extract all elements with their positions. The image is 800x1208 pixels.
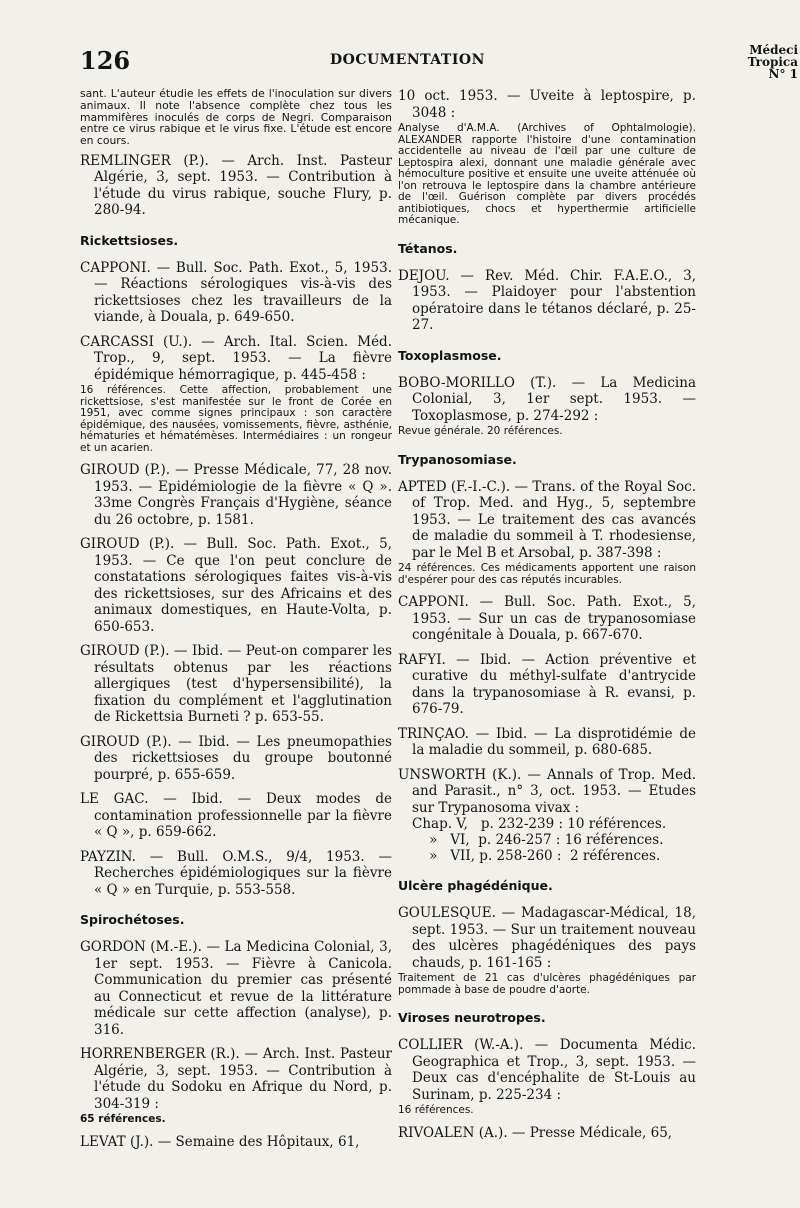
entry-text: PAYZIN. — Bull. O.M.S., 9/4, 1953. — Recherches épidémiologiques sur la fièvre « Q » en Turquie, p. 553-558. <box>80 848 392 898</box>
entry-text: CAPPONI. — Bull. Soc. Path. Exot., 5, 1953. — Réactions sérologiques vis-à-vis des rickettsioses chez les travailleurs de la viande, à Douala, p. 649-650. <box>80 259 392 326</box>
journal-tag-line: Médeci <box>749 43 798 57</box>
entry-text: GOULESQUE. — Madagascar-Médical, 18, sept. 1953. — Sur un traitement nouveau des ulcères phagédéniques des pays chauds, p. 161-165 : <box>398 905 696 971</box>
entry-note: 16 références. <box>398 1104 474 1116</box>
entry-text: REMLINGER (P.). — Arch. Inst. Pasteur Algérie, 3, sept. 1953. — Contribution à l'étude du virus rabique, souche Flury, p. 280-94. <box>80 152 392 219</box>
section-heading: Tétanos. <box>398 240 458 256</box>
bibliography-entry <box>398 1125 696 1142</box>
entry-note: Traitement de 21 cas d'ulcères phagédéniques par pommade à base de poudre d'aorte. <box>398 972 696 996</box>
entry-note: Analyse d'A.M.A. (Archives of Ophtalmologie). ALEXANDER rapporte l'histoire d'une contamination accidentelle au niveau de l'œil par une culture de Leptospira alexi, donnant une maladie générale avec hémoculture positive et ensuite une uveite atténuée où l'on retrouva le leptospire dans la chambre antérieure de l'œil. Guérison complète par divers procédés antibiotiques, chocs et hyperthermie artificielle mécanique. <box>398 122 696 226</box>
entry-text: RAFYI. — Ibid. — Action préventive et curative du méthyl-sulfate d'antrycide dans la trypanosomiase à R. evansi, p. 676-79. <box>398 651 696 717</box>
section-heading: Trypanosomiase. <box>398 451 517 467</box>
entry-text: 10 oct. 1953. — Uveite à leptospire, p. 3048 : <box>398 88 696 121</box>
bibliography-entry <box>80 939 392 1038</box>
entry-note: 16 références. Cette affection, probablement une rickettsiose, s'est manifestée sur le front de Corée en 1951, avec comme signes principaux : son caractère épidémique, des nausées, vomissements, fièvre, asthénie, hématuries et hématémèses. Intermédiaires : un rongeur et un acarien. <box>80 384 392 454</box>
section-heading: Toxoplasmose. <box>398 347 502 363</box>
bibliography-entry <box>398 1037 696 1117</box>
bibliography-entry <box>398 479 696 587</box>
entry-note: 24 références. Ces médicaments apportent une raison d'espérer pour des cas réputés incurables. <box>398 562 696 586</box>
entry-text: GIROUD (P.). — Bull. Soc. Path. Exot., 5, 1953. — Ce que l'on peut conclure de constatations sérologiques faites vis-à-vis des rickettsioses, sur des Africains et des animaux domestiques, en Haute-Volta, p. 650-653. <box>80 536 392 635</box>
bibliography-entry <box>80 1134 392 1151</box>
bibliography-entry <box>80 643 392 726</box>
entry-text: UNSWORTH (K.). — Annals of Trop. Med. and Parasit., n° 3, oct. 1953. — Etudes sur Trypanosoma vivax : <box>398 766 696 816</box>
entry-text: COLLIER (W.-A.). — Documenta Médic. Geographica et Trop., 3, sept. 1953. — Deux cas d'encéphalite de St-Louis au Surinam, p. 225-234 : <box>398 1037 696 1103</box>
right-column <box>398 88 696 1149</box>
bibliography-entry <box>398 767 696 865</box>
section-heading: Ulcère phagédénique. <box>398 878 553 893</box>
page-header <box>80 44 800 84</box>
journal-tag-line: Tropica <box>747 55 798 69</box>
bibliography-entry <box>80 260 392 326</box>
bibliography-entry <box>80 734 392 784</box>
entry-text: LE GAC. — Ibid. — Deux modes de contamination professionnelle par la fièvre « Q », p. 659-662. <box>80 791 392 841</box>
bibliography-entry <box>80 1046 392 1126</box>
entry-text: DEJOU. — Rev. Méd. Chir. F.A.E.O., 3, 1953. — Plaidoyer pour l'abstention opératoire dans le tétanos déclaré, p. 25-27. <box>398 267 696 333</box>
journal-tag <box>748 44 798 80</box>
entry-text: GIROUD (P.). — Ibid. — Peut-on comparer les résultats obtenus par les réactions allergiques (test d'hypersensibilité), la fixation du complément et l'agglutination de Rickettsia Burneti ? p. 653-55. <box>80 643 392 726</box>
entry-note: Revue générale. 20 références. <box>398 425 563 437</box>
section-heading: Rickettsioses. <box>80 232 179 248</box>
section-heading: Viroses neurotropes. <box>398 1010 546 1025</box>
entry-text: BOBO-MORILLO (T.). — La Medicina Colonial, 3, 1er sept. 1953. — Toxoplasmose, p. 274-292 : <box>398 374 696 424</box>
bibliography-entry <box>398 726 696 759</box>
entry-text: GIROUD (P.). — Presse Médicale, 77, 28 nov. 1953. — Epidémiologie de la fièvre « Q ». 33me Congrès Français d'Hygiène, séance du 26 octobre, p. 1581. <box>80 462 392 528</box>
chapter-list-item: Chap. V, p. 232-239 : 10 références. <box>412 816 667 832</box>
section-heading: Spirochétoses. <box>80 912 185 928</box>
bibliography-entry <box>80 153 392 219</box>
entry-text: RIVOALEN (A.). — Presse Médicale, 65, <box>398 1124 673 1141</box>
entry-text: HORRENBERGER (R.). — Arch. Inst. Pasteur Algérie, 3, sept. 1953. — Contribution à l'étude du Sodoku en Afrique du Nord, p. 304-319 : <box>80 1046 392 1112</box>
entry-text: APTED (F.-I.-C.). — Trans. of the Royal Soc. of Trop. Med. and Hyg., 5, septembre 1953. — Le traitement des cas avancés de maladie du sommeil à T. rhodesiense, par le Mel B et Arsobal, p. 387-398 : <box>398 478 696 561</box>
bibliography-entry <box>398 652 696 718</box>
bibliography-entry <box>398 375 696 438</box>
entry-text: LEVAT (J.). — Semaine des Hôpitaux, 61, <box>80 1133 360 1150</box>
left-column <box>80 88 392 1158</box>
running-title: DOCUMENTATION <box>330 52 485 68</box>
entry-text: CARCASSI (U.). — Arch. Ital. Scien. Méd. Trop., 9, sept. 1953. — La fièvre épidémique hémorragique, p. 445-458 : <box>80 333 392 383</box>
bibliography-entry <box>80 791 392 841</box>
bibliography-entry <box>398 88 696 227</box>
chapter-list <box>398 816 696 864</box>
entry-note: 65 références. <box>80 1113 166 1126</box>
entry-text: GIROUD (P.). — Ibid. — Les pneumopathies des rickettsioses du groupe boutonné pourpré, p. 655-659. <box>80 733 392 783</box>
bibliography-entry <box>80 334 392 455</box>
bibliography-entry <box>398 594 696 644</box>
entry-text: GORDON (M.-E.). — La Medicina Colonial, 3, 1er sept. 1953. — Fièvre à Canicola. Communication du premier cas présenté au Connecticut et revue de la littérature médicale sur cette affection (analyse), p. 316. <box>80 939 392 1038</box>
bibliography-entry <box>80 849 392 899</box>
bibliography-entry <box>80 536 392 635</box>
intro-note: sant. L'auteur étudie les effets de l'inoculation sur divers animaux. Il note l'absence complète chez tous les mammifères inoculés de corps de Negri. Comparaison entre ce virus rabique et le virus fixe. L'étude est encore en cours. <box>80 87 392 148</box>
chapter-list-item: » VII, p. 258-260 : 2 références. <box>412 848 661 864</box>
page-number: 126 <box>80 46 131 75</box>
bibliography-entry <box>80 462 392 528</box>
chapter-list-item: » VI, p. 246-257 : 16 références. <box>412 832 664 848</box>
entry-text: TRINÇAO. — Ibid. — La disprotidémie de la maladie du sommeil, p. 680-685. <box>398 725 696 758</box>
journal-tag-line: N° 1 <box>768 67 798 81</box>
entry-text: CAPPONI. — Bull. Soc. Path. Exot., 5, 1953. — Sur un cas de trypanosomiase congénitale à Douala, p. 667-670. <box>398 594 696 643</box>
bibliography-entry <box>398 268 696 334</box>
bibliography-entry <box>398 905 696 996</box>
